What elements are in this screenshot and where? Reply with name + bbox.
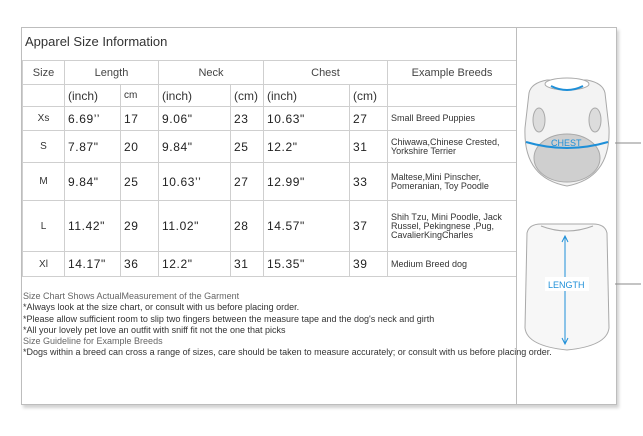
note-line: *Please allow sufficient room to slip two fingers between the measure tape and the dog's neck and girth xyxy=(23,313,435,324)
chest-inch-cell: 15.35" xyxy=(264,252,350,277)
note-line: *All your lovely pet love an outfit with sniff fit not the one that picks xyxy=(23,324,286,335)
length-cm-cell: 17 xyxy=(121,107,159,131)
unit-neck-inch: (inch) xyxy=(159,85,231,107)
size-cell: Xl xyxy=(23,252,65,277)
note-line: *Dogs within a breed can cross a range of sizes, care should be taken to measure accurately; or consult with us before placing order. xyxy=(23,347,552,358)
chest-cm-cell: 37 xyxy=(350,201,388,252)
neck-cm-cell: 27 xyxy=(231,163,264,201)
length-inch-cell: 6.69’’ xyxy=(65,107,121,131)
chest-cm-cell: 39 xyxy=(350,252,388,277)
note-heading: Size Chart Shows ActualMeasurement of the Garment xyxy=(23,291,240,301)
breeds-header: Example Breeds xyxy=(388,61,517,85)
neck-cm-cell: 25 xyxy=(231,131,264,163)
page-title: Apparel Size Information xyxy=(25,34,168,49)
chest-cm-cell: 33 xyxy=(350,163,388,201)
length-header: Length xyxy=(65,61,159,85)
neck-inch-cell: 12.2" xyxy=(159,252,231,277)
breeds-cell: Maltese,Mini Pinscher, Pomeranian, Toy Poodle xyxy=(388,163,517,201)
size-cell: M xyxy=(23,163,65,201)
neck-cm-cell: 28 xyxy=(231,201,264,252)
neck-header: Neck xyxy=(159,61,264,85)
breeds-cell: Small Breed Puppies xyxy=(388,107,517,131)
breeds-cell: Chiwawa,Chinese Crested, Yorkshire Terrier xyxy=(388,131,517,163)
unit-chest-inch: (inch) xyxy=(264,85,350,107)
breeds-cell: Shih Tzu, Mini Poodle, Jack Russel, Pekingnese ,Pug, CavalierKingCharles xyxy=(388,201,517,252)
note-line: *Always look at the size chart, or consult with us before placing order. xyxy=(23,302,300,313)
neck-cm-cell: 23 xyxy=(231,107,264,131)
size-cell: Xs xyxy=(23,107,65,131)
neck-inch-cell: 11.02" xyxy=(159,201,231,252)
size-header: Size xyxy=(23,61,65,85)
chest-cm-cell: 31 xyxy=(350,131,388,163)
unit-neck-cm: (cm) xyxy=(231,85,264,107)
unit-length-cm: cm xyxy=(121,85,159,107)
neck-inch-cell: 9.84" xyxy=(159,131,231,163)
neck-inch-cell: 10.63’’ xyxy=(159,163,231,201)
chest-inch-cell: 14.57" xyxy=(264,201,350,252)
size-cell: S xyxy=(23,131,65,163)
neck-inch-cell: 9.06" xyxy=(159,107,231,131)
length-cm-cell: 36 xyxy=(121,252,159,277)
chest-inch-cell: 12.99" xyxy=(264,163,350,201)
chest-cm-cell: 27 xyxy=(350,107,388,131)
size-cell: L xyxy=(23,201,65,252)
length-inch-cell: 9.84" xyxy=(65,163,121,201)
length-inch-cell: 14.17" xyxy=(65,252,121,277)
length-cm-cell: 25 xyxy=(121,163,159,201)
length-inch-cell: 11.42" xyxy=(65,201,121,252)
length-cm-cell: 20 xyxy=(121,131,159,163)
breeds-cell: Medium Breed dog xyxy=(388,252,517,277)
chest-header: Chest xyxy=(264,61,388,85)
length-cm-cell: 29 xyxy=(121,201,159,252)
unit-chest-cm: (cm) xyxy=(350,85,388,107)
length-inch-cell: 7.87" xyxy=(65,131,121,163)
chest-inch-cell: 12.2" xyxy=(264,131,350,163)
neck-cm-cell: 31 xyxy=(231,252,264,277)
note-heading: Size Guideline for Example Breeds xyxy=(23,336,163,347)
length-label: LENGTH xyxy=(548,280,585,290)
chest-inch-cell: 10.63" xyxy=(264,107,350,131)
chest-label: CHEST xyxy=(551,138,582,148)
unit-length-inch: (inch) xyxy=(65,85,121,107)
